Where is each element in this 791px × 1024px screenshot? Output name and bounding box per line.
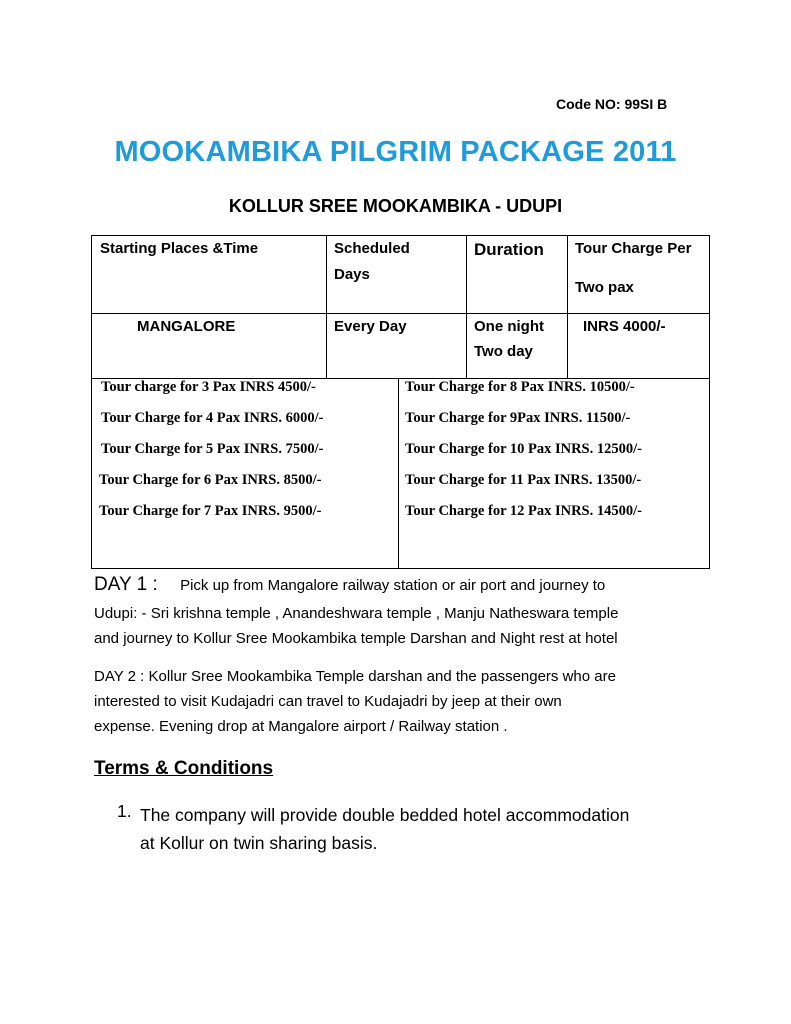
- pax-charge-item: Tour Charge for 5 Pax INRS. 7500/-: [101, 441, 324, 457]
- header-scheduled: Scheduled: [334, 240, 410, 257]
- row-days: Every Day: [334, 318, 407, 335]
- table-border: [91, 235, 92, 569]
- pax-charge-item: Tour Charge for 9Pax INRS. 11500/-: [405, 410, 631, 426]
- table-border: [326, 235, 327, 379]
- term-text: [140, 801, 629, 857]
- term-number: 1.: [117, 801, 132, 821]
- table-border: [466, 235, 467, 379]
- row-place: MANGALORE: [137, 318, 236, 335]
- table-border: [398, 378, 399, 569]
- day1-paragraph-line1: [94, 572, 605, 598]
- term-text-line2: at Kollur on twin sharing basis.: [140, 833, 378, 853]
- pax-charge-item: Tour charge for 3 Pax INRS 4500/-: [101, 379, 316, 395]
- day2-paragraph-line2: interested to visit Kudajadri can travel to Kudajadri by jeep at their own: [94, 693, 562, 710]
- page-title: MOOKAMBIKA PILGRIM PACKAGE 2011: [114, 136, 677, 168]
- pax-charge-item: Tour Charge for 4 Pax INRS. 6000/-: [101, 410, 324, 426]
- header-duration: Duration: [474, 240, 544, 259]
- package-code: Code NO: 99SI B: [556, 96, 668, 112]
- day1-paragraph-line2: Udupi: - Sri krishna temple , Anandeshwara temple , Manju Natheswara temple: [94, 605, 619, 622]
- header-starting-places: Starting Places &Time: [100, 240, 259, 257]
- pax-charge-item: Tour Charge for 12 Pax INRS. 14500/-: [405, 503, 642, 519]
- day2-paragraph-line3: expense. Evening drop at Mangalore airport / Railway station .: [94, 718, 508, 735]
- day2-paragraph-line1: DAY 2 : Kollur Sree Mookambika Temple darshan and the passengers who are: [94, 668, 616, 685]
- day1-label: DAY 1 :: [94, 574, 158, 595]
- table-border: [91, 568, 710, 569]
- table-border: [709, 235, 710, 569]
- term-text-line1: The company will provide double bedded hotel accommodation: [140, 805, 630, 825]
- table-border: [567, 235, 568, 379]
- pax-charge-item: Tour Charge for 6 Pax INRS. 8500/-: [99, 472, 322, 488]
- pax-charge-item: Tour Charge for 8 Pax INRS. 10500/-: [405, 379, 635, 395]
- row-duration-night: One night: [474, 318, 544, 335]
- pax-charge-item: Tour Charge for 10 Pax INRS. 12500/-: [405, 441, 642, 457]
- day1-paragraph-line3: and journey to Kollur Sree Mookambika temple Darshan and Night rest at hotel: [94, 630, 618, 647]
- row-charge: INRS 4000/-: [583, 318, 666, 335]
- row-duration-day: Two day: [474, 343, 533, 360]
- day1-text: Pick up from Mangalore railway station or air port and journey to: [180, 577, 606, 594]
- pax-charge-item: Tour Charge for 11 Pax INRS. 13500/-: [405, 472, 642, 488]
- header-days: Days: [334, 266, 370, 283]
- terms-heading: Terms & Conditions: [94, 758, 274, 779]
- header-tour-charge: Tour Charge Per: [575, 240, 692, 257]
- header-two-pax: Two pax: [575, 279, 634, 296]
- page-subtitle: KOLLUR SREE MOOKAMBIKA - UDUPI: [228, 196, 563, 216]
- pax-charge-item: Tour Charge for 7 Pax INRS. 9500/-: [99, 503, 322, 519]
